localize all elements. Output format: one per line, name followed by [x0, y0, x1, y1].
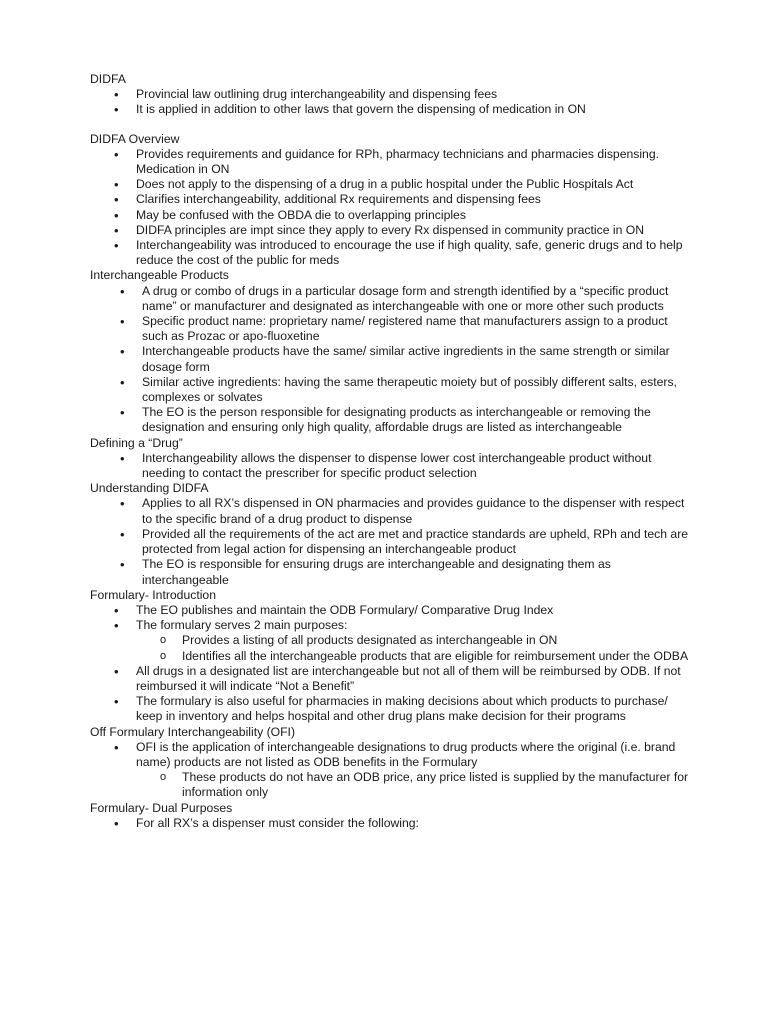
bullet-item: [90, 816, 690, 831]
bullet-text: The EO is responsible for ensuring drugs are interchangeable and designating them as interchangeable: [142, 557, 611, 587]
bullet-item: [90, 102, 690, 117]
bullet-list: [90, 816, 690, 831]
bullet-text: OFI is the application of interchangeable designations to drug products where the original (i.e. brand name) products are not listed as ODB benefits in the Formulary: [136, 739, 676, 769]
bullet-item: [90, 557, 690, 587]
bullet-text: It is applied in addition to other laws that govern the dispensing of medication in ON: [136, 102, 586, 117]
sub-bullet-list: [136, 770, 690, 800]
section-heading: Formulary- Introduction: [90, 587, 216, 602]
bullet-item: [90, 223, 690, 238]
bullet-list: [90, 284, 690, 436]
bullet-item: [90, 208, 690, 223]
section-heading: Off Formulary Interchangeability (OFI): [90, 724, 295, 739]
sub-bullet-list: [136, 633, 690, 663]
bullet-item: [90, 664, 690, 694]
bullet-text: Provides requirements and guidance for RPh, pharmacy technicians and pharmacies dispensing. Medication in ON: [136, 146, 659, 177]
bullet-item: [90, 527, 690, 557]
bullet-text: Specific product name: proprietary name/ registered name that manufacturers assign to a product such as Prozac or apo-fluoxetine: [142, 314, 668, 344]
bullet-item: [90, 603, 690, 618]
bullet-list: [90, 740, 690, 801]
bullet-item: [90, 375, 690, 405]
bullet-list: [90, 496, 690, 587]
bullet-text: Interchangeable products have the same/ similar active ingredients in the same strength or similar dosage form: [142, 344, 670, 374]
bullet-text: Provincial law outlining drug interchangeability and dispensing fees: [136, 87, 498, 102]
bullet-text: The EO is the person responsible for designating products as interchangeable or removing the designation and ensuring only high quality, affordable drugs are listed as interchangeable: [142, 405, 651, 435]
bullet-item: [90, 618, 690, 664]
bullet-text: Does not apply to the dispensing of a drug in a public hospital under the Public Hospitals Act: [136, 177, 634, 192]
document-body: [90, 72, 690, 831]
bullet-text: All drugs in a designated list are interchangeable but not all of them will be reimbursed by ODB. If not reimbursed it will indicate “Not a Benefit”: [136, 663, 681, 693]
bullet-item: [90, 192, 690, 207]
bullet-text: Interchangeability allows the dispenser to dispense lower cost interchangeable product without needing to contact the prescriber for specific product selection: [142, 450, 652, 481]
section-heading: Formulary- Dual Purposes: [90, 800, 233, 815]
bullet-item: [90, 496, 690, 526]
bullet-item: [90, 284, 690, 314]
bullet-text: The formulary is also useful for pharmacies in making decisions about which products to purchase/ keep in inventory and helps hospital and other drug plans make decision for their programs: [136, 694, 668, 724]
sub-bullet-item: [136, 770, 690, 800]
bullet-text: For all RX’s a dispenser must consider the following:: [136, 815, 419, 830]
sub-bullet-text: These products do not have an ODB price, any price listed is supplied by the manufacturer for information only: [182, 770, 689, 800]
bullet-list: [90, 451, 690, 481]
bullet-text: Clarifies interchangeability, additional Rx requirements and dispensing fees: [136, 192, 541, 207]
bullet-item: [90, 314, 690, 344]
bullet-text: Applies to all RX’s dispensed in ON pharmacies and provides guidance to the dispenser with respect to the specific brand of a drug product to dispense: [142, 496, 685, 526]
bullet-item: [90, 177, 690, 192]
bullet-item: [90, 694, 690, 724]
sub-bullet-item: [136, 633, 690, 648]
bullet-text: Provided all the requirements of the act are met and practice standards are upheld, RPh and tech are protected from legal action for dispensing an interchangeable product: [142, 526, 689, 557]
section-heading: DIDFA: [90, 72, 126, 86]
bullet-text: May be confused with the OBDA die to overlapping principles: [136, 207, 466, 222]
bullet-list: [90, 147, 690, 269]
bullet-item: [90, 87, 690, 102]
section-spacer: [90, 118, 690, 132]
bullet-item: [90, 740, 690, 801]
section-heading: Understanding DIDFA: [90, 481, 209, 496]
section-heading: Defining a “Drug”: [90, 435, 183, 450]
sub-bullet-text: Identifies all the interchangeable products that are eligible for reimbursement under the ODBA: [182, 648, 689, 663]
bullet-item: [90, 344, 690, 374]
bullet-text: Interchangeability was introduced to encourage the use if high quality, safe, generic drugs and to help reduce the cost of the public for meds: [136, 238, 683, 268]
bullet-text: A drug or combo of drugs in a particular dosage form and strength identified by a “specific product name” or manufacturer and designated as interchangeable with one or more other such products: [142, 283, 669, 313]
sub-bullet-text: Provides a listing of all products designated as interchangeable in ON: [182, 633, 558, 648]
section-heading: Interchangeable Products: [90, 268, 229, 283]
bullet-item: [90, 147, 690, 177]
bullet-text: Similar active ingredients: having the same therapeutic moiety but of possibly different salts, esters, complexes or solvates: [142, 374, 677, 405]
section-heading: DIDFA Overview: [90, 131, 180, 146]
bullet-item: [90, 451, 690, 481]
bullet-text: The EO publishes and maintain the ODB Formulary/ Comparative Drug Index: [136, 602, 554, 617]
bullet-item: [90, 405, 690, 435]
bullet-text: DIDFA principles are impt since they apply to every Rx dispensed in community practice in ON: [136, 222, 645, 237]
bullet-list: [90, 603, 690, 725]
bullet-item: [90, 238, 690, 268]
bullet-list: [90, 87, 690, 117]
bullet-text: The formulary serves 2 main purposes:: [136, 618, 348, 633]
sub-bullet-item: [136, 649, 690, 664]
